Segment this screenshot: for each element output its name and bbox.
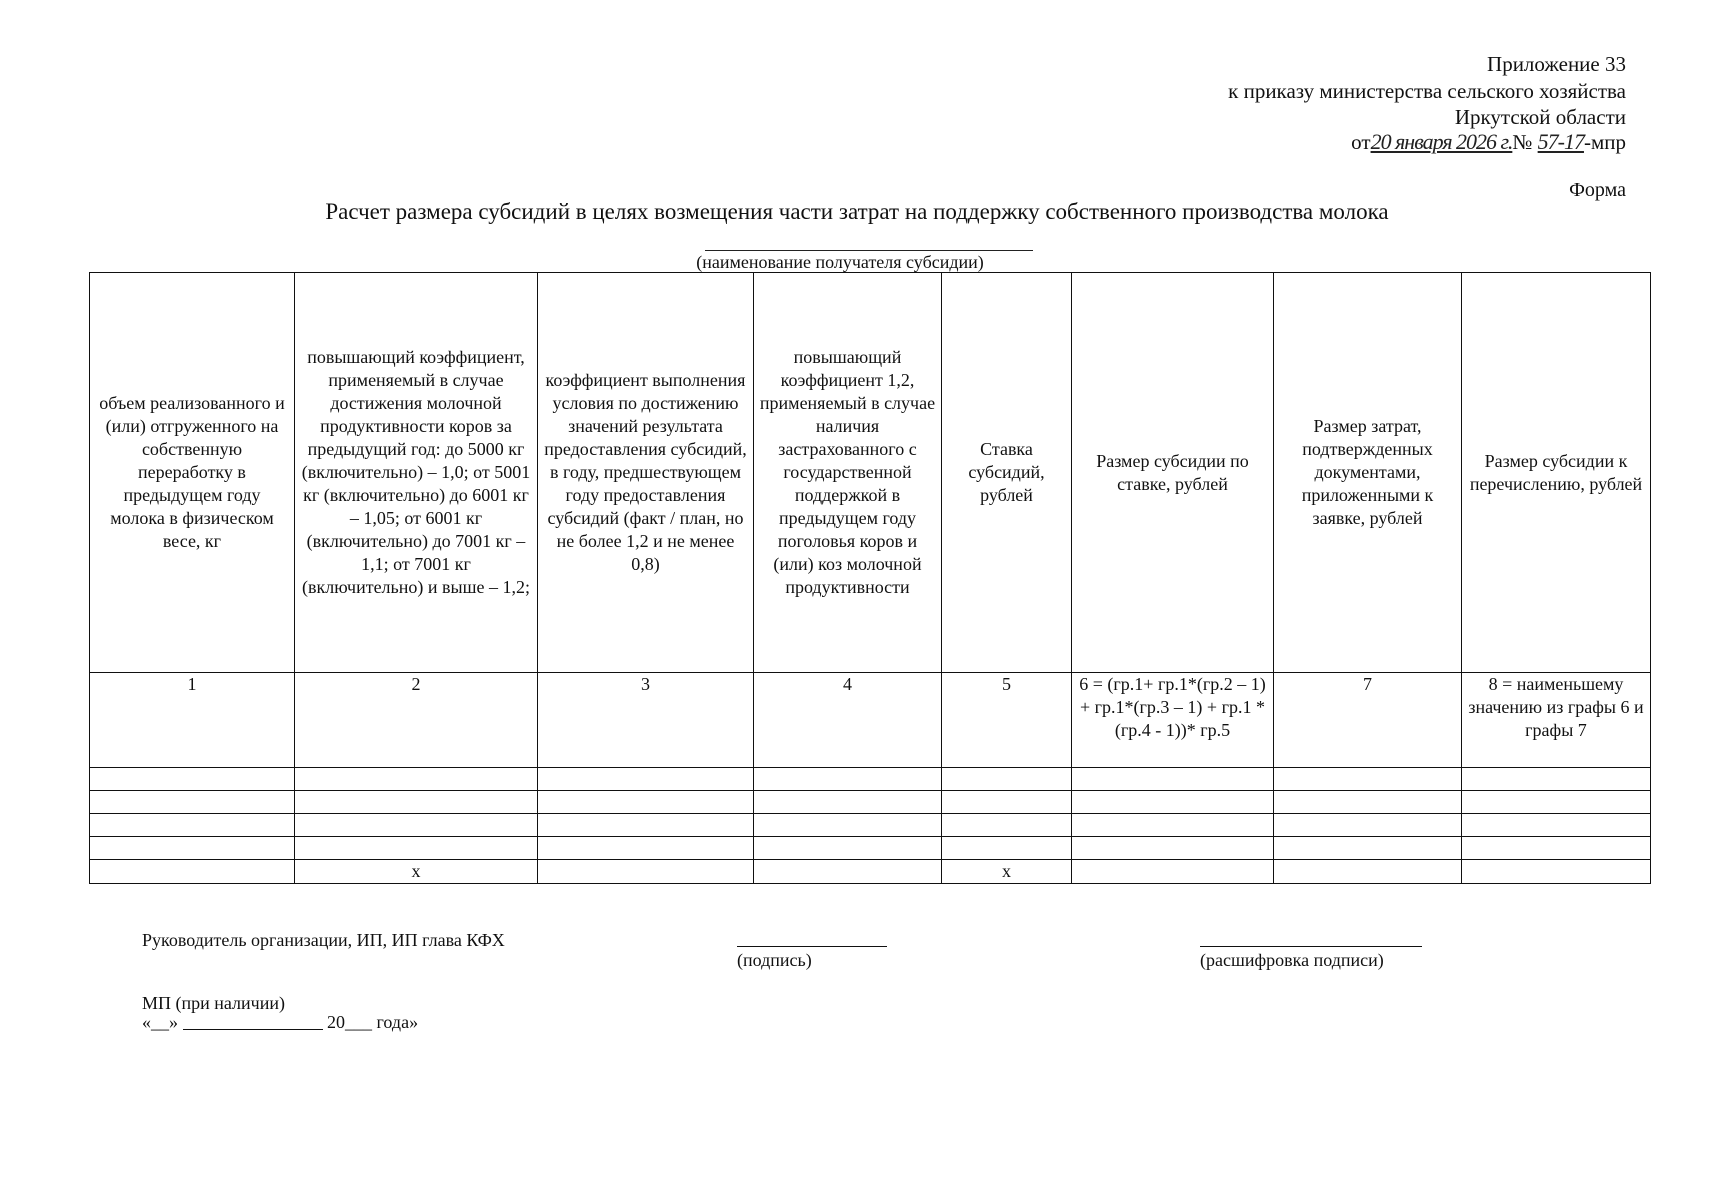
table-cell[interactable]	[90, 768, 295, 791]
handwritten-number: 57-17	[1537, 129, 1584, 154]
table-cell[interactable]	[90, 814, 295, 837]
order-reference: к приказу министерства сельского хозяйства	[1228, 79, 1626, 103]
table-cell[interactable]	[1072, 814, 1274, 837]
table-cell[interactable]	[295, 791, 538, 814]
table-cell[interactable]	[754, 814, 942, 837]
table-cell[interactable]	[538, 837, 754, 860]
header-cell: объем реализованного и (или) отгруженного на собственную переработку в предыдущем году молока в физическом весе, кг	[90, 273, 295, 673]
head-of-organization-label: Руководитель организации, ИП, ИП глава КФХ	[142, 930, 505, 950]
table-cell[interactable]	[1274, 860, 1462, 884]
column-number-cell: 7	[1274, 673, 1462, 768]
header-cell: повышающий коэффициент 1,2, применяемый в случае наличия застрахованного с государственной поддержкой в предыдущем году поголовья коров и (или) коз молочной продуктивности	[754, 273, 942, 673]
table-cell[interactable]	[1072, 837, 1274, 860]
header-row	[90, 273, 1651, 673]
table-cell[interactable]	[1072, 791, 1274, 814]
table-cell[interactable]	[1072, 768, 1274, 791]
table-cell[interactable]	[538, 791, 754, 814]
signature-decoding-caption: (расшифровка подписи)	[1200, 950, 1384, 970]
table-cell[interactable]: х	[942, 860, 1072, 884]
order-date-number	[1351, 130, 1626, 154]
table-cell[interactable]	[1462, 814, 1651, 837]
table-cell[interactable]	[90, 837, 295, 860]
table-cell[interactable]	[754, 837, 942, 860]
signature-decoding-line[interactable]	[1200, 946, 1422, 947]
date-prefix: от	[1351, 130, 1371, 154]
table-cell[interactable]	[1462, 837, 1651, 860]
table-row	[90, 860, 1651, 884]
table-cell[interactable]	[538, 768, 754, 791]
table-cell[interactable]	[538, 860, 754, 884]
recipient-caption: (наименование получателя субсидии)	[696, 252, 984, 272]
header-cell: повышающий коэффициент, применяемый в случае достижения молочной продуктивности коров за предыдущий год: до 5000 кг (включительно) – 1,0; от 5001 кг (включительно) до 6001 кг – 1,05; от 6001 кг (включительно) до 7001 кг – 1,1; от 7001 кг (включительно) и выше – 1,2;	[295, 273, 538, 673]
table-cell[interactable]	[1274, 814, 1462, 837]
form-label: Форма	[1569, 179, 1626, 201]
seal-label: МП (при наличии)	[142, 993, 285, 1013]
header-cell: Ставка субсидий, рублей	[942, 273, 1072, 673]
number-suffix: -мпр	[1583, 130, 1626, 154]
subsidy-table	[89, 272, 1651, 884]
column-number-cell: 8 = наименьшему значению из графы 6 и графы 7	[1462, 673, 1651, 768]
column-number-cell: 6 = (гр.1+ гр.1*(гр.2 – 1) + гр.1*(гр.3 – 1) + гр.1 *(гр.4 - 1))* гр.5	[1072, 673, 1274, 768]
header-cell: коэффициент выполнения условия по достижению значений результата предоставления субсидий, в году, предшествующем году предоставления субсидий (факт / план, но не более 1,2 и не менее 0,8)	[538, 273, 754, 673]
header-cell: Размер затрат, подтвержденных документами, приложенными к заявке, рублей	[1274, 273, 1462, 673]
table-row	[90, 791, 1651, 814]
table-cell[interactable]: х	[295, 860, 538, 884]
header-cell: Размер субсидии по ставке, рублей	[1072, 273, 1274, 673]
column-number-cell: 3	[538, 673, 754, 768]
handwritten-date: 20 января 2026 г.	[1370, 129, 1513, 154]
table-cell[interactable]	[942, 768, 1072, 791]
table-cell[interactable]	[1072, 860, 1274, 884]
column-number-cell: 4	[754, 673, 942, 768]
signature-line[interactable]	[737, 946, 887, 947]
table-cell[interactable]	[1274, 837, 1462, 860]
table-row	[90, 768, 1651, 791]
date-day: «__»	[142, 1012, 178, 1032]
table-cell[interactable]	[90, 860, 295, 884]
table-cell[interactable]	[754, 860, 942, 884]
column-number-cell: 2	[295, 673, 538, 768]
page-title: Расчет размера субсидий в целях возмещения части затрат на поддержку собственного производства молока	[325, 199, 1389, 224]
column-number-cell: 1	[90, 673, 295, 768]
table-cell[interactable]	[754, 791, 942, 814]
appendix-number: Приложение 33	[1487, 52, 1626, 76]
number-prefix: №	[1512, 130, 1533, 154]
table-cell[interactable]	[754, 768, 942, 791]
table-cell[interactable]	[942, 837, 1072, 860]
table-row	[90, 837, 1651, 860]
signature-caption: (подпись)	[737, 950, 812, 970]
table-cell[interactable]	[295, 768, 538, 791]
table-cell[interactable]	[295, 837, 538, 860]
header-cell: Размер субсидии к перечислению, рублей	[1462, 273, 1651, 673]
table-cell[interactable]	[1462, 860, 1651, 884]
table-cell[interactable]	[295, 814, 538, 837]
table-cell[interactable]	[942, 814, 1072, 837]
table-cell[interactable]	[90, 791, 295, 814]
recipient-name-line[interactable]	[705, 250, 1033, 251]
table-cell[interactable]	[1462, 768, 1651, 791]
date-year: 20___ года»	[327, 1012, 419, 1032]
table-cell[interactable]	[942, 791, 1072, 814]
table-cell[interactable]	[1462, 791, 1651, 814]
table-cell[interactable]	[1274, 791, 1462, 814]
table-cell[interactable]	[1274, 768, 1462, 791]
ministry-region: Иркутской области	[1454, 105, 1626, 129]
table-row	[90, 814, 1651, 837]
table-cell[interactable]	[538, 814, 754, 837]
date-month-blank[interactable]	[183, 1029, 323, 1030]
date-line	[142, 1012, 418, 1033]
column-number-row	[90, 673, 1651, 768]
column-number-cell: 5	[942, 673, 1072, 768]
